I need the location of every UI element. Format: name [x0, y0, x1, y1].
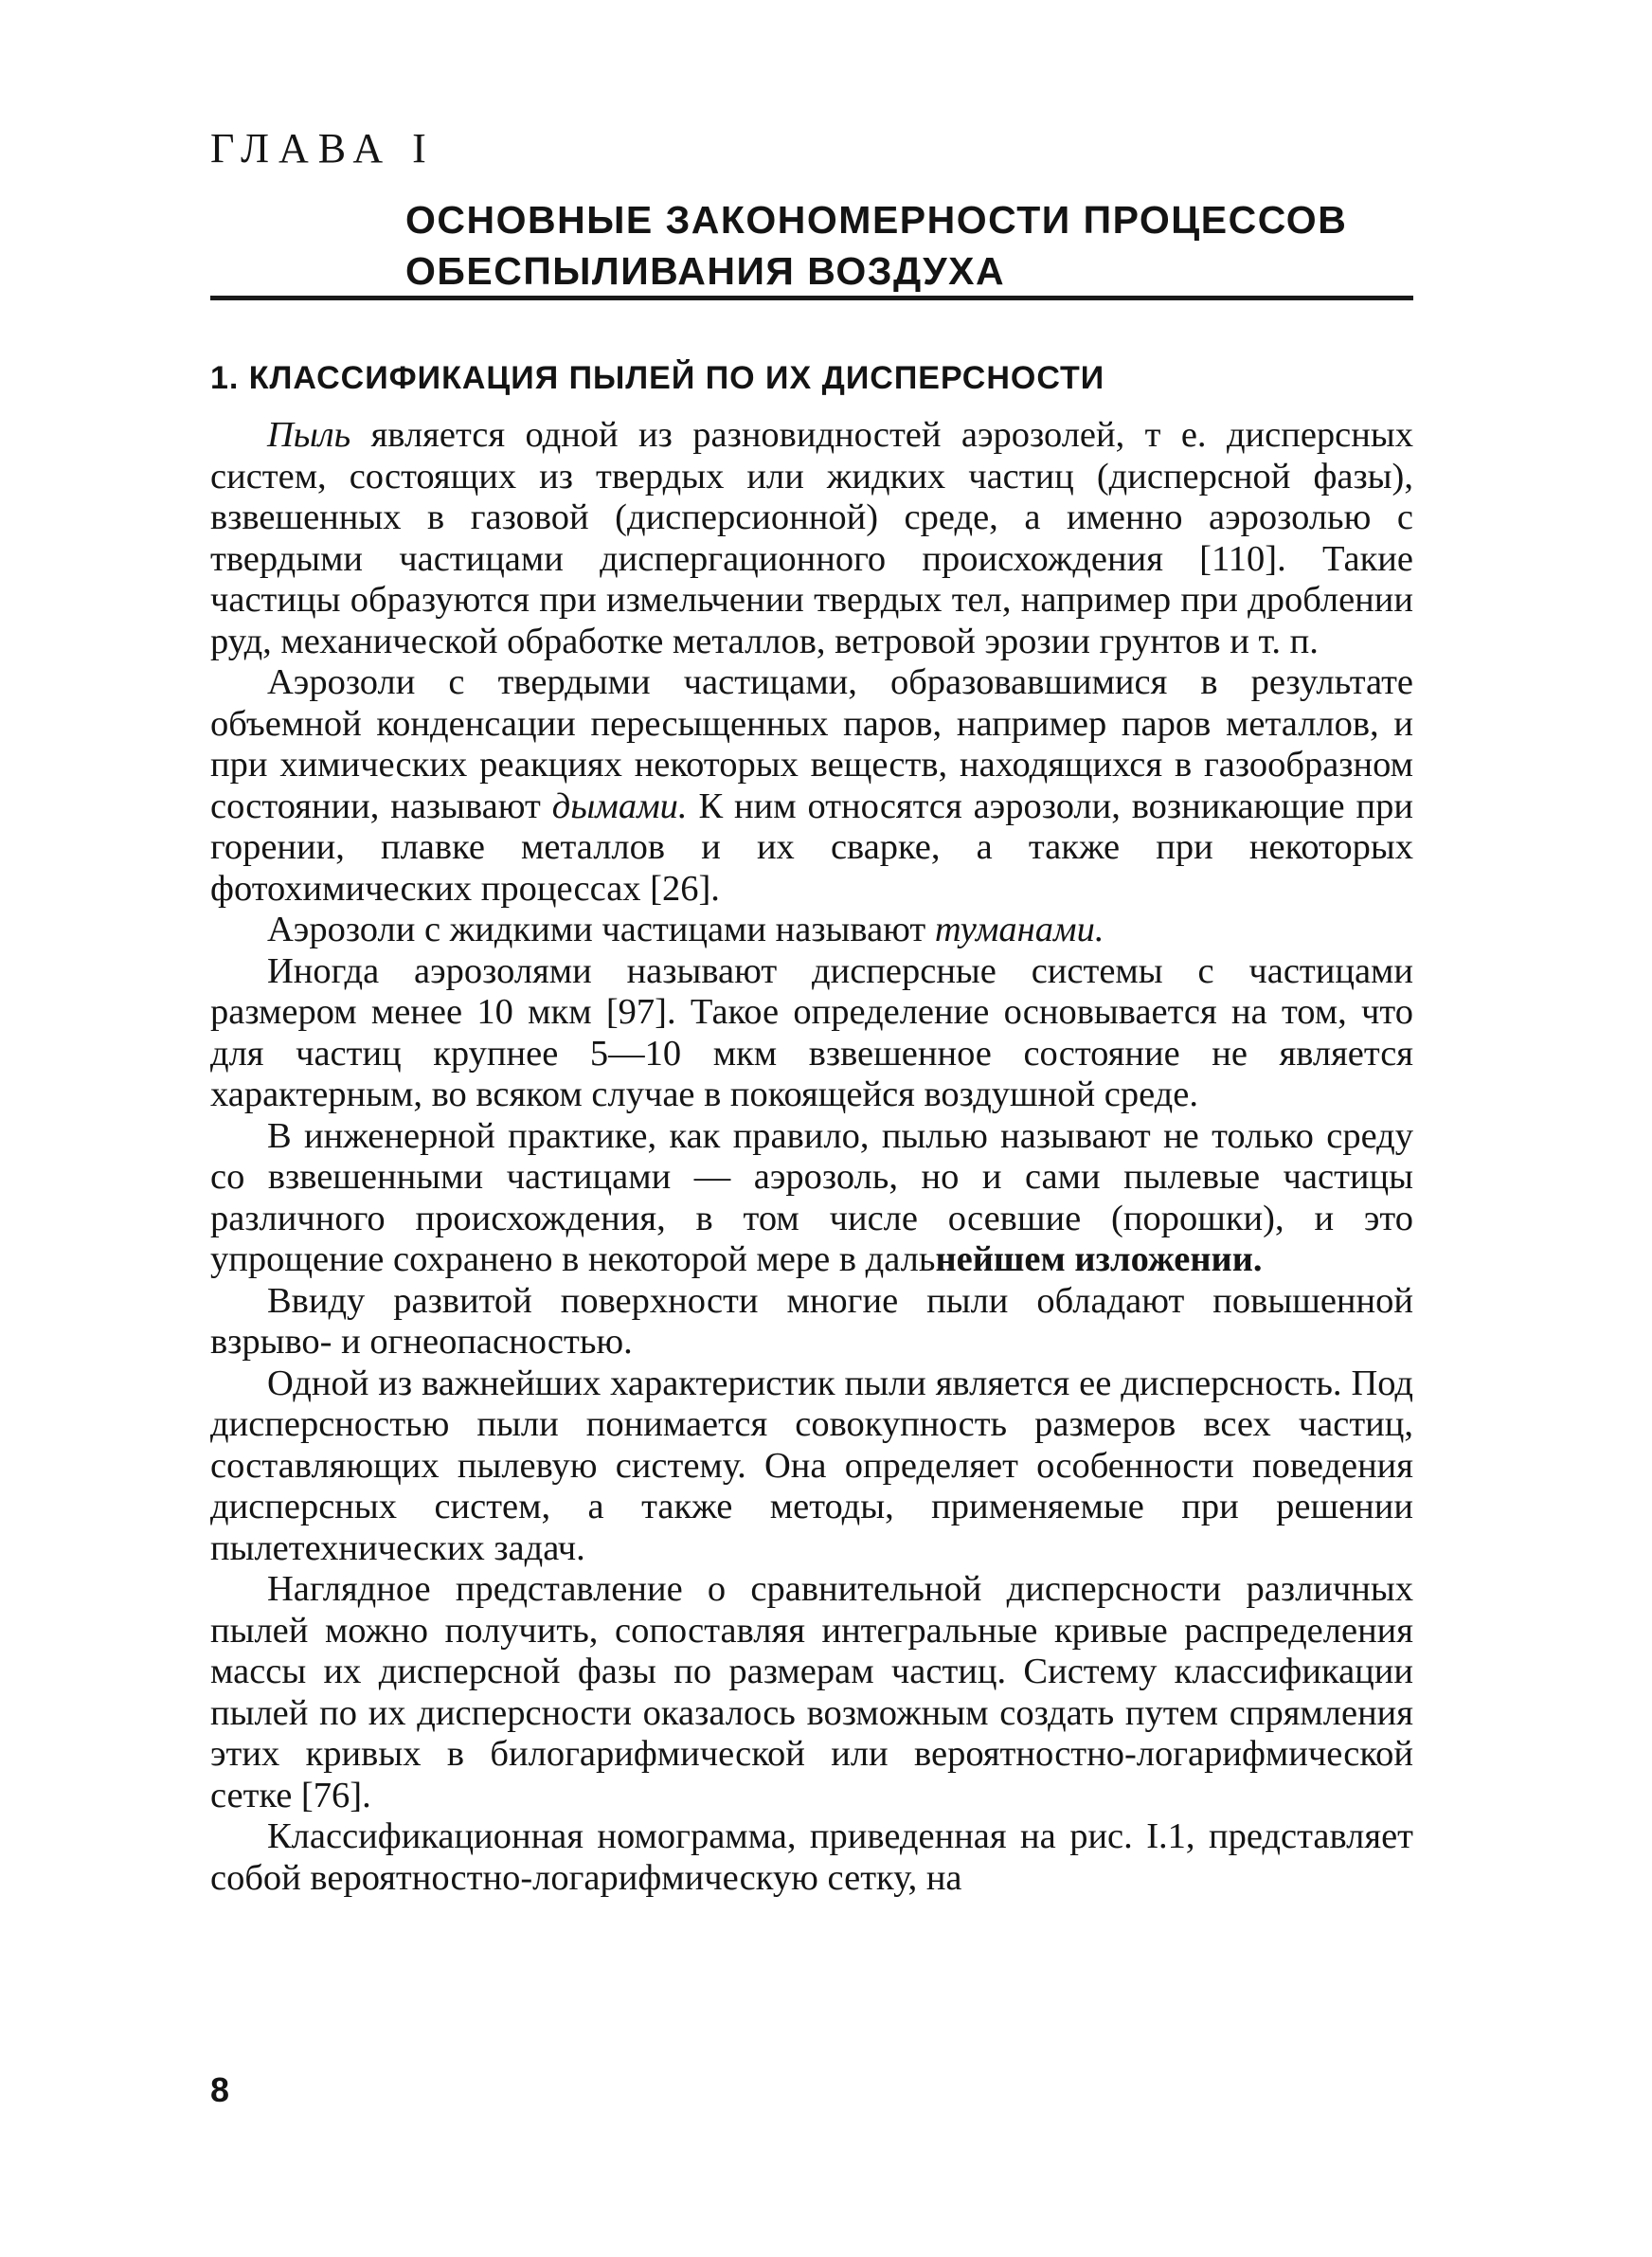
paragraph-2-text-before: Аэрозоли с твердыми частицами, образовавшимися в результате объемной конденсации пересыщенных паров, например паров металлов, и при химических реакциях некоторых веществ, находящихся в газообразном состоянии, называют [210, 662, 1413, 826]
paragraph-2-text-after: К ним относятся аэрозоли, возникающие при горении, плавке металлов и их сварке, а также при некоторых фотохимических процессах [26]. [210, 785, 1413, 909]
paragraph-7: Одной из важнейших характеристик пыли является ее дисперсность. Под дисперсностью пыли понимается совокупность размеров всех частиц, составляющих пылевую систему. Она определяет особенности поведения дисперсных систем, а также методы, применяемые при решении пылетехнических задач. [210, 1363, 1413, 1568]
paragraph-6: Ввиду развитой поверхности многие пыли обладают повышенной взрыво- и огнеопасностью. [210, 1280, 1413, 1362]
paragraph-5 [210, 1116, 1413, 1281]
paragraph-8: Наглядное представление о сравнительной дисперсности различных пылей можно получить, сопоставляя интегральные кривые распределения массы их дисперсной фазы по размерам частиц. Систему классификации пылей по их дисперсности оказалось возможным создать путем спрямления этих кривых в билогарифмической или вероятностно-логарифмической сетке [76]. [210, 1569, 1413, 1815]
chapter-title [405, 194, 1447, 297]
paragraph-3 [210, 910, 1413, 951]
chapter-title-line-1: ОСНОВНЫЕ ЗАКОНОМЕРНОСТИ ПРОЦЕССОВ [405, 198, 1348, 242]
paragraph-9: Классификационная номограмма, приведенная на рис. I.1, представляет собой вероятностно-логарифмическую сетку, на [210, 1816, 1413, 1898]
paragraph-2 [210, 662, 1413, 910]
term-dust: Пыль [267, 415, 351, 455]
paragraph-1-text: является одной из разновидностей аэрозолей, т е. дисперсных систем, состоящих из твердых или жидких частиц (дисперсной фазы), взвешенных в газовой (дисперсионной) среде, а именно аэрозолью с твердыми частицами диспергационного происхождения [110]. Такие частицы образуются при измельчении твердых тел, например при дроблении руд, механической обработке металлов, ветровой эрозии грунтов и т. п. [210, 415, 1413, 661]
paragraph-5-bold-text: нейшем изложении. [935, 1239, 1263, 1279]
term-smoke: дымами. [551, 785, 688, 826]
paragraph-1 [210, 415, 1413, 662]
page-number: 8 [210, 2070, 230, 2109]
chapter-title-line-2: ОБЕСПЫЛИВАНИЯ ВОЗДУХА [405, 249, 1006, 293]
paragraph-3-text-before: Аэрозоли с жидкими частицами называют [267, 910, 935, 949]
paragraph-5-text-before: В инженерной практике, как правило, пылью называют не только среду со взвешенными частицами — аэрозоль, но и сами пылевые частицы различного происхождения, в том числе осевшие (порошки), и это упрощение сохранено в некоторой мере в даль [210, 1115, 1413, 1279]
body-text [210, 415, 1413, 1899]
chapter-divider-rule [210, 296, 1413, 300]
paragraph-4: Иногда аэрозолями называют дисперсные системы с частицами размером менее 10 мкм [97]. Такое определение основывается на том, что для частиц крупнее 5—10 мкм взвешенное состояние не является характерным, во всяком случае в покоящейся воздушной среде. [210, 950, 1413, 1114]
section-title: 1. КЛАССИФИКАЦИЯ ПЫЛЕЙ ПО ИХ ДИСПЕРСНОСТИ [210, 360, 1105, 396]
chapter-label: ГЛАВА I [210, 125, 436, 172]
term-fog: туманами. [934, 910, 1104, 949]
